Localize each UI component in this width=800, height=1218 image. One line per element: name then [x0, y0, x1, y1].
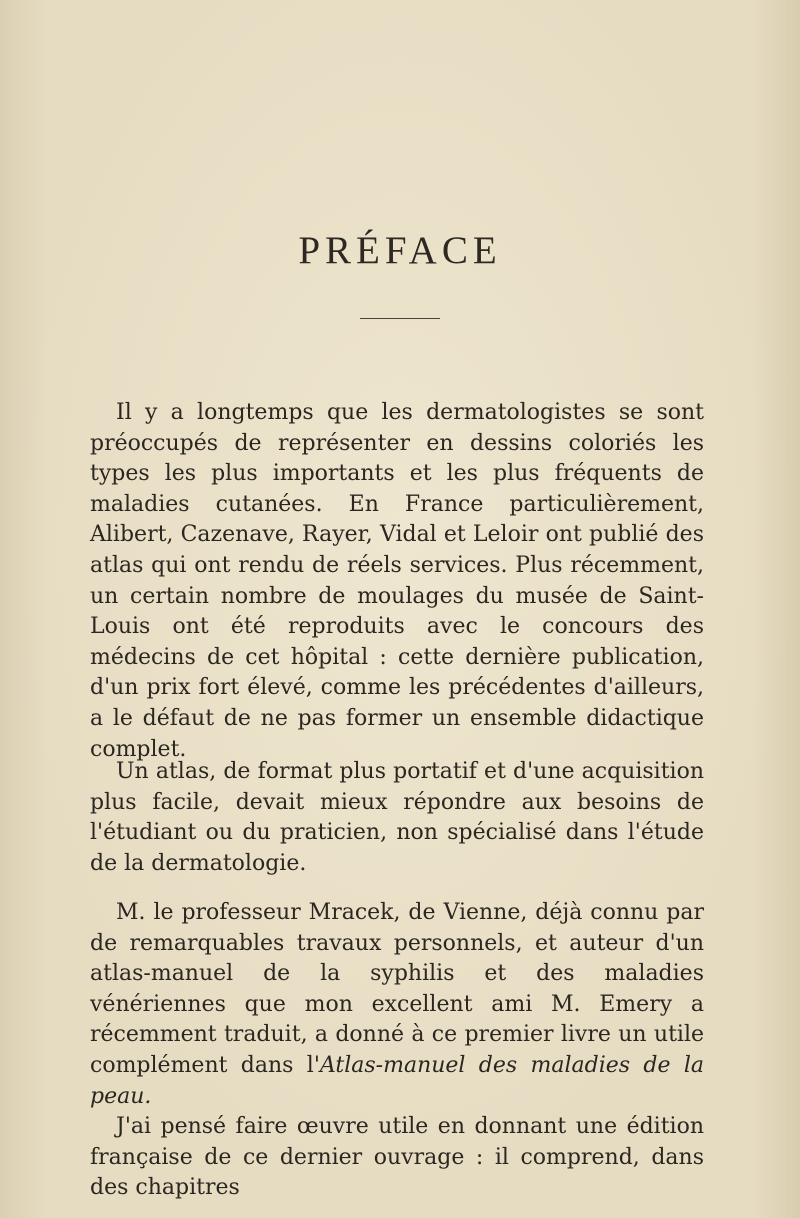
paragraph-2: Un atlas, de format plus portatif et d'une acquisition plus facile, devait mieux répondre aux besoins de l'étudiant ou du praticien, non spécialisé dans l'étude de la dermatologie.	[90, 759, 704, 876]
paragraph-1-block	[90, 398, 704, 765]
paragraph-3	[90, 898, 704, 1112]
page-title: PRÉFACE	[298, 229, 502, 272]
paragraph-1: Il y a longtemps que les dermatologistes se sont préoccupés de représenter en dessins coloriés les types les plus importants et les plus fréquents de maladies cutanées. En France particulièrement, Alibert, Cazenave, Rayer, Vidal et Leloir ont publié des atlas qui ont rendu de réels services. Plus récemment, un certain nombre de moulages du musée de Saint-Louis ont été reproduits avec le concours des médecins de cet hôpital : cette dernière publication, d'un prix fort élevé, comme les précédentes d'ailleurs, a le défaut de ne pas former un ensemble didactique complet.	[90, 400, 704, 762]
paragraph-4: J'ai pensé faire œuvre utile en donnant une édition française de ce dernier ouvrage : il comprend, dans des chapitres	[90, 1114, 704, 1201]
paragraph-2-block	[90, 757, 704, 879]
paragraph-3-block	[90, 898, 704, 1204]
paragraph-3-text: M. le professeur Mracek, de Vienne, déjà connu par de remarquables travaux personnels, et auteur d'un atlas-manuel de la syphilis et des maladies vénériennes que mon excellent ami M. Emery a récemment traduit, a donné à ce premier livre un utile complément dans l'	[90, 900, 704, 1078]
title-rule	[360, 318, 440, 319]
book-title-italic: Atlas-manuel des maladies de la peau.	[90, 1052, 704, 1109]
